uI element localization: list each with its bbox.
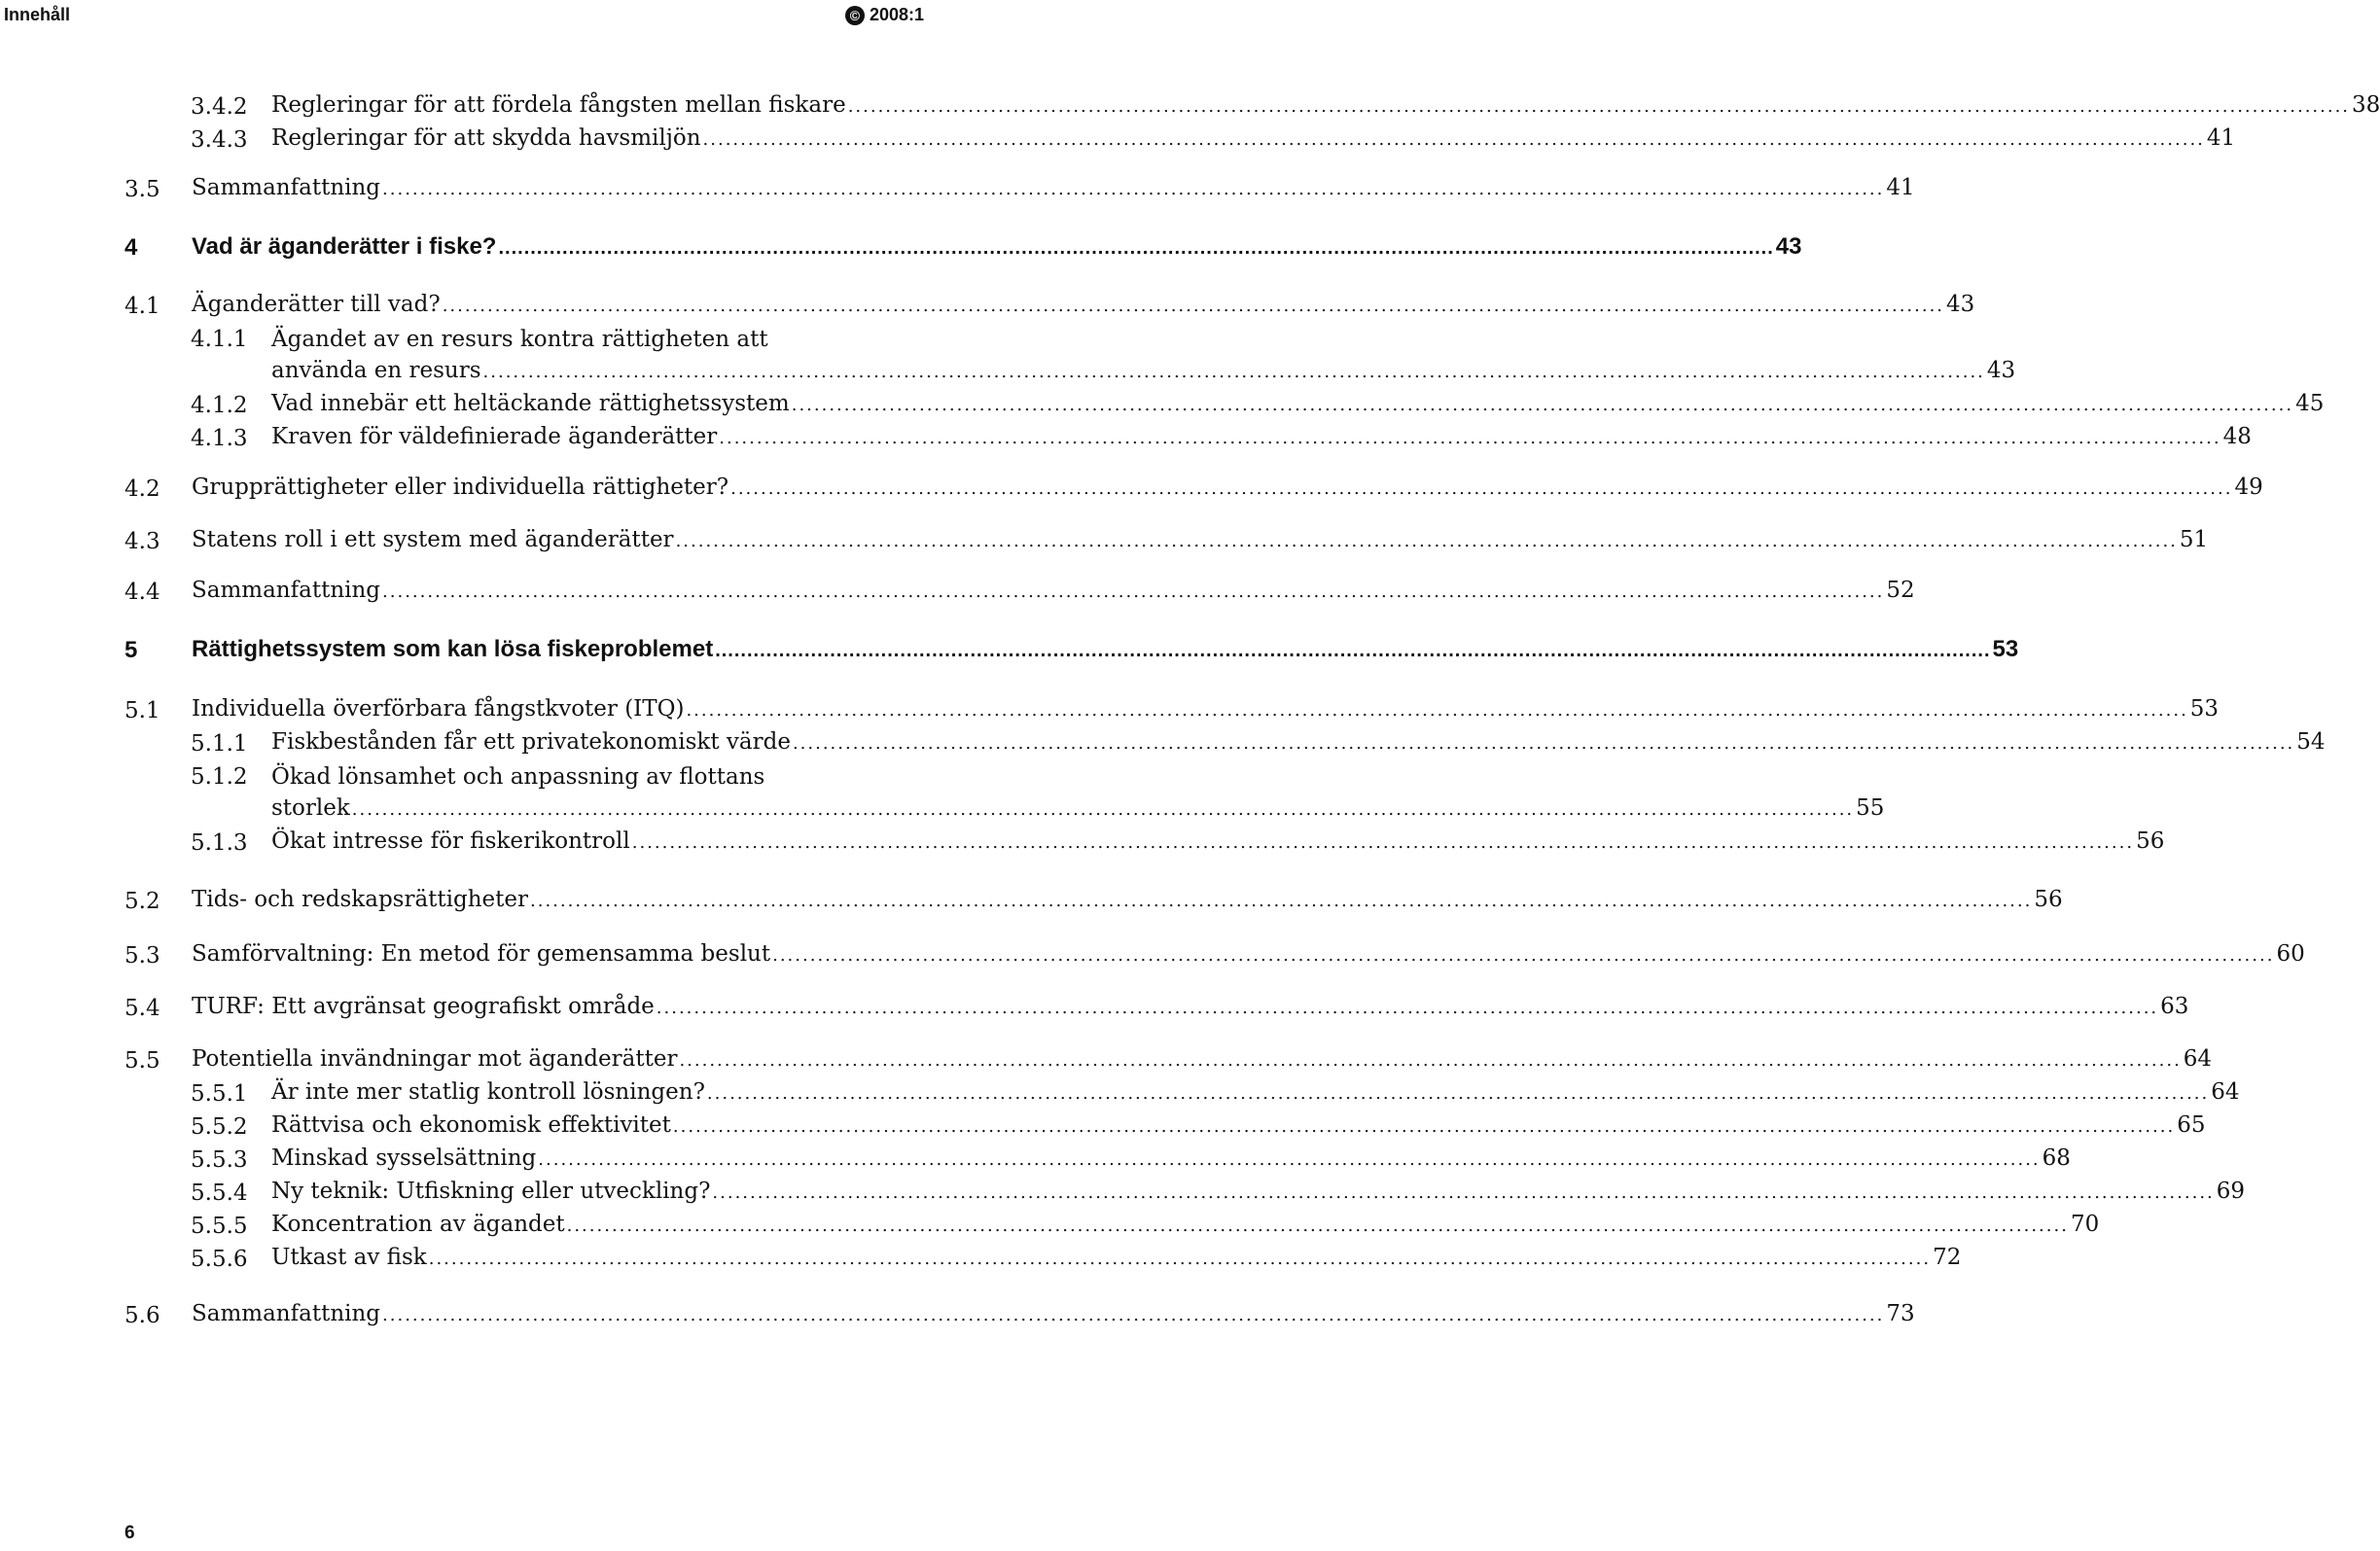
toc-entry-title: Kraven för väldefinierade äganderätter bbox=[271, 424, 718, 449]
toc-entry-number: 5.4 bbox=[124, 996, 160, 1021]
toc-entry-title: Tids- och redskapsrättigheter bbox=[192, 887, 529, 912]
copyright-icon: © bbox=[845, 6, 865, 25]
toc-entry-title: Ägandet av en resurs kontra rättigheten att bbox=[271, 327, 768, 352]
toc-entry-page: 43 bbox=[1946, 292, 1975, 317]
toc-leader-dots: ........................................................................................................................................................................................................ bbox=[730, 478, 2233, 499]
toc-entry-title: Rättighetssystem som kan lösa fiskeproblemet bbox=[192, 636, 714, 662]
toc-entry[interactable] bbox=[0, 523, 2209, 556]
toc-entry-number: 4.4 bbox=[124, 580, 160, 605]
toc-leader-dots: ........................................................................................................................................................................................................ bbox=[706, 1083, 2210, 1104]
toc-entry-number: 5.2 bbox=[124, 889, 160, 914]
toc-leader-dots: ........................................................................................................................................................................................................ bbox=[672, 1116, 2176, 1137]
toc-entry-page: 55 bbox=[1856, 795, 1885, 821]
toc-leader-dots: ........................................................................................................................................................................................................ bbox=[482, 362, 1985, 382]
toc-leader-dots: ........................................................................................................................................................................................................ bbox=[442, 296, 1945, 316]
toc-entry-number: 5.1 bbox=[124, 698, 160, 723]
report-number-text: 2008:1 bbox=[869, 5, 924, 24]
toc-entry[interactable] bbox=[0, 88, 2380, 122]
toc-leader-dots: ........................................................................................................................................................................................................ bbox=[538, 1149, 2041, 1170]
toc-entry[interactable] bbox=[0, 632, 2019, 665]
toc-entry-number: 4.2 bbox=[124, 476, 160, 502]
toc-entry-title: Rättvisa och ekonomisk effektivitet bbox=[271, 1112, 671, 1138]
toc-leader-dots: ........................................................................................................................................................................................................ bbox=[675, 531, 2178, 551]
toc-entry-page: 53 bbox=[1992, 636, 2019, 662]
toc-entry-title: Fiskbestånden får ett privatekonomiskt värde bbox=[271, 729, 791, 755]
toc-entry-number: 5.5.2 bbox=[191, 1114, 248, 1140]
toc-entry[interactable] bbox=[0, 1175, 2246, 1208]
toc-entry-number: 4.1.2 bbox=[191, 393, 248, 418]
toc-leader-dots: ........................................................................................................................................................................................................ bbox=[530, 891, 2033, 911]
report-number bbox=[845, 5, 924, 25]
toc-leader-dots: ........................................................................................................................................................................................................ bbox=[656, 998, 2159, 1018]
toc-entry-number: 5.5.5 bbox=[191, 1214, 248, 1239]
toc-entry-number: 5.1.3 bbox=[191, 830, 248, 856]
toc-entry[interactable] bbox=[0, 321, 934, 354]
toc-entry-title: Utkast av fisk bbox=[271, 1245, 427, 1270]
toc-leader-dots: ........................................................................................................................................................................................................ bbox=[382, 179, 1885, 199]
toc-entry-title: Samförvaltning: En metod för gemensamma beslut bbox=[192, 941, 771, 967]
toc-entry-page: 64 bbox=[2183, 1046, 2213, 1072]
toc-entry-title: Vad är äganderätter i fiske? bbox=[192, 233, 497, 260]
toc-entry-number: 3.5 bbox=[124, 177, 160, 202]
toc-entry[interactable] bbox=[0, 288, 1975, 321]
toc-entry-page: 51 bbox=[2179, 527, 2209, 552]
toc-entry-page: 43 bbox=[1986, 358, 2016, 383]
toc-entry-number: 5.3 bbox=[124, 943, 160, 969]
toc-entry-number: 3.4.2 bbox=[191, 94, 248, 120]
toc-entry-title: TURF: Ett avgränsat geografiskt område bbox=[192, 994, 655, 1019]
toc-entry-title: Ökad lönsamhet och anpassning av flottans bbox=[271, 764, 765, 790]
toc-leader-dots: ........................................................................................................................................................................................................ bbox=[631, 832, 2135, 853]
toc-leader-dots: ........................................................................................................................................................................................................ bbox=[702, 129, 2205, 150]
toc-entry-title: Sammanfattning bbox=[192, 175, 381, 200]
toc-entry-number: 4.1 bbox=[124, 294, 160, 319]
toc-entry-number: 5.5.1 bbox=[191, 1081, 248, 1107]
toc-entry-number: 4.1.1 bbox=[191, 327, 248, 352]
toc-entry-title: Sammanfattning bbox=[192, 1301, 381, 1326]
toc-entry-page: 45 bbox=[2295, 391, 2325, 416]
toc-entry-page: 56 bbox=[2136, 828, 2165, 854]
toc-leader-dots: ........................................................................................................................................................................................................ bbox=[566, 1216, 2069, 1236]
toc-entry[interactable] bbox=[0, 471, 2263, 504]
toc-leader-dots: ........................................................................................................................................................................................................ bbox=[792, 733, 2295, 754]
toc-entry-page: 64 bbox=[2211, 1079, 2240, 1105]
toc-leader-dots: ........................................................................................................................................................................................................ bbox=[382, 1305, 1885, 1325]
toc-entry-title: Vad innebär ett heltäckande rättighetssystem bbox=[271, 391, 790, 416]
toc-entry-number: 5.5.3 bbox=[191, 1147, 248, 1173]
page-number: 6 bbox=[124, 1523, 135, 1543]
toc-leader-dots: ........................................................................................................................................................................................................ bbox=[351, 799, 1855, 820]
toc-entry-number: 4.1.3 bbox=[191, 426, 248, 451]
toc-entry-page: 41 bbox=[2206, 125, 2236, 151]
toc-entry-page: 63 bbox=[2160, 994, 2189, 1019]
toc-entry[interactable] bbox=[0, 937, 2305, 970]
toc-entry-page: 54 bbox=[2296, 729, 2326, 755]
toc-entry-title: Koncentration av ägandet bbox=[271, 1212, 565, 1237]
toc-entry-number: 5.1.1 bbox=[191, 731, 248, 757]
toc-leader-dots: ........................................................................................................................................................................................................ bbox=[679, 1050, 2182, 1071]
toc-leader-dots: ........................................................................................................................................................................................................ bbox=[382, 582, 1885, 602]
toc-entry[interactable] bbox=[0, 420, 2252, 453]
toc-entry[interactable] bbox=[0, 883, 2063, 916]
toc-entry-title: Regleringar för att skydda havsmiljön bbox=[271, 125, 701, 151]
toc-entry[interactable] bbox=[0, 387, 2325, 420]
toc-entry-page: 72 bbox=[1933, 1245, 1962, 1270]
toc-entry[interactable] bbox=[0, 1208, 2100, 1241]
toc-entry-page: 48 bbox=[2222, 424, 2252, 449]
toc-entry-page: 53 bbox=[2189, 696, 2220, 722]
toc-entry[interactable] bbox=[0, 1241, 1962, 1274]
toc-leader-dots: ........................................................................................................................................................................................................ bbox=[498, 237, 1774, 259]
toc-entry-number: 4.3 bbox=[124, 529, 160, 554]
toc-leader-dots: ........................................................................................................................................................................................................ bbox=[772, 945, 2275, 966]
toc-entry-number: 5.5.6 bbox=[191, 1247, 248, 1272]
toc-entry[interactable] bbox=[0, 725, 2326, 758]
toc-entry-page: 70 bbox=[2070, 1212, 2100, 1237]
toc-entry-page: 41 bbox=[1886, 175, 1915, 200]
toc-entry-page: 60 bbox=[2276, 941, 2305, 967]
toc-entry-title: Individuella överförbara fångstkvoter (ITQ) bbox=[192, 696, 685, 722]
toc-entry-title: använda en resurs bbox=[271, 358, 481, 383]
toc-entry[interactable] bbox=[0, 825, 2165, 858]
toc-entry-title: storlek bbox=[271, 795, 350, 821]
toc-entry[interactable] bbox=[0, 792, 1885, 825]
toc-leader-dots: ........................................................................................................................................................................................................ bbox=[719, 428, 2221, 448]
toc-entry[interactable] bbox=[0, 1142, 2071, 1175]
toc-entry-page: 65 bbox=[2177, 1112, 2206, 1138]
toc-entry-number: 3.4.3 bbox=[191, 127, 248, 153]
toc-entry[interactable] bbox=[0, 171, 1915, 204]
toc-entry-page: 38 bbox=[2352, 92, 2380, 118]
toc-entry[interactable] bbox=[0, 1109, 2206, 1142]
toc-leader-dots: ........................................................................................................................................................................................................ bbox=[428, 1249, 1932, 1269]
toc-leader-dots: ........................................................................................................................................................................................................ bbox=[791, 395, 2294, 415]
toc-entry[interactable] bbox=[0, 990, 2189, 1023]
toc-entry-number: 4 bbox=[124, 234, 138, 261]
toc-entry-page: 56 bbox=[2034, 887, 2063, 912]
toc-entry-number: 5.6 bbox=[124, 1303, 160, 1328]
toc-entry-page: 52 bbox=[1886, 578, 1915, 603]
toc-entry[interactable] bbox=[0, 229, 1802, 263]
toc-entry-number: 5 bbox=[124, 637, 138, 663]
toc-entry[interactable] bbox=[0, 354, 2016, 387]
toc-entry-title: Sammanfattning bbox=[192, 578, 381, 603]
toc-entry-page: 73 bbox=[1886, 1301, 1915, 1326]
toc-entry[interactable] bbox=[0, 1297, 1915, 1330]
toc-entry-title: Ny teknik: Utfiskning eller utveckling? bbox=[271, 1179, 711, 1204]
toc-entry-page: 69 bbox=[2216, 1179, 2246, 1204]
toc-leader-dots: ........................................................................................................................................................................................................ bbox=[715, 640, 1991, 661]
toc-leader-dots: ........................................................................................................................................................................................................ bbox=[847, 96, 2351, 117]
toc-entry-title: Minskad sysselsättning bbox=[271, 1146, 537, 1171]
toc-entry-title: Potentiella invändningar mot äganderätter bbox=[192, 1046, 678, 1072]
toc-entry-title: Ökat intresse för fiskerikontroll bbox=[271, 828, 630, 854]
toc-entry-page: 68 bbox=[2042, 1146, 2071, 1171]
toc-entry-title: Äganderätter till vad? bbox=[192, 292, 441, 317]
toc-entry[interactable] bbox=[0, 1075, 2240, 1109]
toc-entry[interactable] bbox=[0, 122, 2236, 155]
toc-entry-number: 5.5.4 bbox=[191, 1181, 248, 1206]
toc-leader-dots: ........................................................................................................................................................................................................ bbox=[712, 1182, 2215, 1203]
toc-entry-title: Regleringar för att fördela fångsten mellan fiskare bbox=[271, 92, 846, 118]
toc-entry[interactable] bbox=[0, 574, 1915, 607]
toc-entry-number: 5.1.2 bbox=[191, 764, 248, 790]
toc-entry-title: Statens roll i ett system med äganderätter bbox=[192, 527, 674, 552]
toc-entry[interactable] bbox=[0, 1042, 2213, 1075]
page-header bbox=[0, 0, 934, 35]
toc-entry-page: 49 bbox=[2234, 475, 2263, 500]
toc-entry-page: 43 bbox=[1775, 233, 1802, 260]
toc-entry[interactable] bbox=[0, 692, 2220, 725]
toc-entry-title: Grupprättigheter eller individuella rättigheter? bbox=[192, 475, 729, 500]
toc-entry[interactable] bbox=[0, 758, 934, 792]
section-title: Innehåll bbox=[4, 5, 71, 24]
toc-leader-dots: ........................................................................................................................................................................................................ bbox=[686, 700, 2188, 721]
toc-entry-title: Är inte mer statlig kontroll lösningen? bbox=[271, 1079, 705, 1105]
toc-entry-number: 5.5 bbox=[124, 1048, 160, 1074]
